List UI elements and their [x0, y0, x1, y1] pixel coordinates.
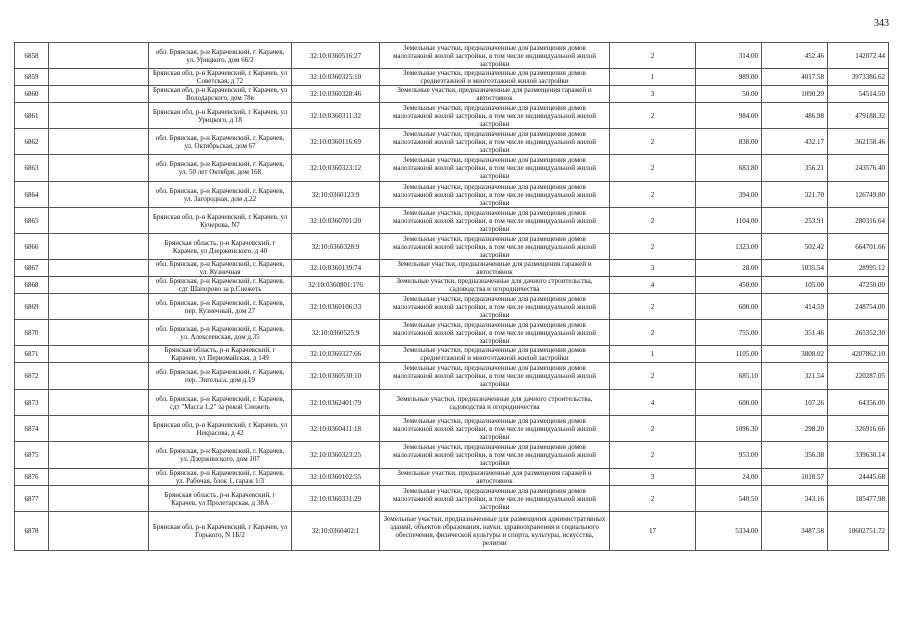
land-use-cell: Земельные участки, предназначенные для дачного строительства, садоводства и огородничества: [380, 277, 610, 294]
address-cell: обл. Брянская, р-н Карачевский, г. Карачев, сдт Шапорово за р.Снежеть: [149, 277, 292, 294]
area-cell: 755.00: [696, 320, 762, 346]
cadastral-number-cell: 32:10:0360106:33: [292, 294, 380, 320]
value-cell: 265352.30: [828, 320, 889, 346]
value-cell: 3973386.62: [828, 69, 889, 86]
group-cell: 2: [610, 486, 696, 512]
value-cell: 185477.98: [828, 486, 889, 512]
area-cell: 1323.00: [696, 234, 762, 260]
address-cell: обл. Брянская, р-н Карачевский, г. Карачев, ул. Рабочая, блок 1, гараж 1/3: [149, 469, 292, 486]
table-row: [15, 277, 889, 294]
land-use-cell: Земельные участки, предназначенные для размещения домов малоэтажной жилой застройки, в том числе индивидуальной жилой застройки: [380, 320, 610, 346]
blank-cell: [49, 512, 149, 551]
land-use-cell: Земельные участки, предназначенные для размещения домов малоэтажной жилой застройки, в том числе индивидуальной жилой застройки: [380, 43, 610, 69]
row-number: 6859: [15, 69, 49, 86]
value-cell: 28995.12: [828, 260, 889, 277]
blank-cell: [49, 69, 149, 86]
land-use-cell: Земельные участки, предназначенные для дачного строительства, садоводства и огородничества: [380, 390, 610, 416]
row-number: 6862: [15, 129, 49, 155]
cadastral-number-cell: 32:10:0360801:176: [292, 277, 380, 294]
blank-cell: [49, 103, 149, 129]
row-number: 6864: [15, 182, 49, 208]
address-cell: Брянская обл, р-н Карачевский, г Карачев, ул Некрасова, д 42: [149, 416, 292, 442]
land-use-cell: Земельные участки, предназначенные для размещения домов малоэтажной жилой застройки, в том числе индивидуальной жилой застройки: [380, 363, 610, 390]
address-cell: обл. Брянская, р-н Карачевский, г. Карачев, пер. Кузнечный, дом 27: [149, 294, 292, 320]
rate-cell: 1090.29: [762, 86, 828, 103]
blank-cell: [49, 346, 149, 363]
cadastral-number-cell: 32:10:0360516:27: [292, 43, 380, 69]
rate-cell: 321.70: [762, 182, 828, 208]
value-cell: 243576.40: [828, 155, 889, 182]
area-cell: 1104.00: [696, 208, 762, 234]
cadastral-number-cell: 32:10:0360323:12: [292, 155, 380, 182]
group-cell: 2: [610, 442, 696, 469]
land-use-cell: Земельные участки, предназначенные для размещения административных зданий, объектов образования, науки, здравоохранения и социального обеспечения, физической культуры и спорта, культуры, искусства, религии: [380, 512, 610, 551]
area-cell: 5334.00: [696, 512, 762, 551]
area-cell: 953.00: [696, 442, 762, 469]
value-cell: 47250.00: [828, 277, 889, 294]
address-cell: обл. Брянская, р-н Карачевский, г. Карачев, ул. Загородная, дом д.22: [149, 182, 292, 208]
cadastral-number-cell: 32:10:0360328:9: [292, 234, 380, 260]
land-use-cell: Земельные участки, предназначенные для размещения домов среднеэтажной и многоэтажной жилой застройки: [380, 69, 610, 86]
area-cell: 24.00: [696, 469, 762, 486]
rate-cell: 1018.57: [762, 469, 828, 486]
group-cell: 2: [610, 363, 696, 390]
blank-cell: [49, 416, 149, 442]
cadastral-number-cell: 32:10:0360327:66: [292, 346, 380, 363]
value-cell: 4207862.10: [828, 346, 889, 363]
blank-cell: [49, 182, 149, 208]
value-cell: 24445.68: [828, 469, 889, 486]
value-cell: 142072.44: [828, 43, 889, 69]
table-row: [15, 294, 889, 320]
rate-cell: 298.20: [762, 416, 828, 442]
rate-cell: 414.59: [762, 294, 828, 320]
area-cell: 1105.00: [696, 346, 762, 363]
group-cell: 1: [610, 69, 696, 86]
table-row: [15, 416, 889, 442]
rate-cell: 3808.02: [762, 346, 828, 363]
group-cell: 3: [610, 469, 696, 486]
rate-cell: 1035.54: [762, 260, 828, 277]
table-row: [15, 512, 889, 551]
group-cell: 3: [610, 260, 696, 277]
cadastral-number-cell: 32:10:0360325:10: [292, 69, 380, 86]
value-cell: 339630.14: [828, 442, 889, 469]
group-cell: 2: [610, 155, 696, 182]
rate-cell: 452.46: [762, 43, 828, 69]
cadastral-number-cell: 32:10:0360311:32: [292, 103, 380, 129]
blank-cell: [49, 86, 149, 103]
table-row: [15, 469, 889, 486]
group-cell: 2: [610, 416, 696, 442]
area-cell: 50.00: [696, 86, 762, 103]
area-cell: 683.80: [696, 155, 762, 182]
table-row: [15, 390, 889, 416]
address-cell: обл. Брянская, р-н Карачевский, г. Карачев, ул. Урицкого, дом 66/2: [149, 43, 292, 69]
table-body: [15, 43, 889, 551]
land-use-cell: Земельные участки, предназначенные для размещения домов малоэтажной жилой застройки, в том числе индивидуальной жилой застройки: [380, 155, 610, 182]
area-cell: 838.00: [696, 129, 762, 155]
blank-cell: [49, 390, 149, 416]
row-number: 6865: [15, 208, 49, 234]
row-number: 6874: [15, 416, 49, 442]
cadastral-number-cell: 32:10:0360530:10: [292, 363, 380, 390]
group-cell: 17: [610, 512, 696, 551]
address-cell: обл. Брянская, р-н Карачевский, г. Карачев, ул. Октябрьская, дом 67: [149, 129, 292, 155]
row-number: 6860: [15, 86, 49, 103]
rate-cell: 356.21: [762, 155, 828, 182]
land-use-cell: Земельные участки, предназначенные для размещения домов малоэтажной жилой застройки, в том числе индивидуальной жилой застройки: [380, 486, 610, 512]
area-cell: 314.00: [696, 43, 762, 69]
table-row: [15, 69, 889, 86]
row-number: 6868: [15, 277, 49, 294]
row-number: 6875: [15, 442, 49, 469]
blank-cell: [49, 294, 149, 320]
cadastral-number-cell: 32:10:0360328:46: [292, 86, 380, 103]
row-number: 6873: [15, 390, 49, 416]
land-use-cell: Земельные участки, предназначенные для размещения домов малоэтажной жилой застройки, в том числе индивидуальной жилой застройки: [380, 294, 610, 320]
address-cell: обл. Брянская, р-н Карачевский, г. Карачев, ул. Алексеевская, дом д.35: [149, 320, 292, 346]
address-cell: Брянская обл, р-н Карачевский, г Карачев, ул Володарского, дом 78в: [149, 86, 292, 103]
blank-cell: [49, 277, 149, 294]
land-use-cell: Земельные участки, предназначенные для размещения домов малоэтажной жилой застройки, в том числе индивидуальной жилой застройки: [380, 129, 610, 155]
address-cell: обл. Брянская, р-н Карачевский, г. Карачев, ул. Кузнечная: [149, 260, 292, 277]
rate-cell: 3487.58: [762, 512, 828, 551]
blank-cell: [49, 129, 149, 155]
table-row: [15, 486, 889, 512]
row-number: 6876: [15, 469, 49, 486]
cadastral-number-cell: 32:10:0360123:9: [292, 182, 380, 208]
blank-cell: [49, 486, 149, 512]
group-cell: 2: [610, 234, 696, 260]
blank-cell: [49, 363, 149, 390]
row-number: 6871: [15, 346, 49, 363]
table-row: [15, 234, 889, 260]
cadastral-number-cell: 32:10:0360331:29: [292, 486, 380, 512]
address-cell: обл. Брянская, р-н Карачевский, г. Карачев, ул. Дзержинского, дом 107: [149, 442, 292, 469]
address-cell: Брянская обл, р-н Карачевский, г Карачев, ул Советская, д 72: [149, 69, 292, 86]
blank-cell: [49, 320, 149, 346]
table-row: [15, 442, 889, 469]
cadastral-number-cell: 32:10:0360402:1: [292, 512, 380, 551]
rate-cell: 253.91: [762, 208, 828, 234]
group-cell: 2: [610, 43, 696, 69]
blank-cell: [49, 208, 149, 234]
cadastral-number-cell: 32:10:0360411:18: [292, 416, 380, 442]
land-use-cell: Земельные участки, предназначенные для размещения домов малоэтажной жилой застройки, в том числе индивидуальной жилой застройки: [380, 442, 610, 469]
cadastral-number-cell: 32:10:0360525:9: [292, 320, 380, 346]
value-cell: 64356.00: [828, 390, 889, 416]
area-cell: 450.00: [696, 277, 762, 294]
value-cell: 362158.46: [828, 129, 889, 155]
area-cell: 1096.30: [696, 416, 762, 442]
land-use-cell: Земельные участки, предназначенные для размещения гаражей и автостоянок: [380, 469, 610, 486]
group-cell: 2: [610, 182, 696, 208]
area-cell: 540.50: [696, 486, 762, 512]
land-use-cell: Земельные участки, предназначенные для размещения домов малоэтажной жилой застройки, в том числе индивидуальной жилой застройки: [380, 416, 610, 442]
address-cell: Брянская обл, р-н Карачевский, г Карачев, ул Горького, N 1Б/2: [149, 512, 292, 551]
blank-cell: [49, 234, 149, 260]
rate-cell: 502.42: [762, 234, 828, 260]
cadastral-number-cell: 32:10:0360323:25: [292, 442, 380, 469]
area-cell: 28.00: [696, 260, 762, 277]
address-cell: Брянская обл, р-н Карачевский, г Карачев, ул Кучерова, N7: [149, 208, 292, 234]
blank-cell: [49, 469, 149, 486]
group-cell: 3: [610, 86, 696, 103]
address-cell: обл. Брянская, р-н Карачевский, г. Карачев, сдт "Масса 1,2" за рекой Снежеть: [149, 390, 292, 416]
land-registry-table: [14, 42, 889, 551]
address-cell: обл. Брянская, р-н Карачевский, г. Карачев, пер. Энгельса, дом д.19: [149, 363, 292, 390]
land-use-cell: Земельные участки, предназначенные для размещения домов малоэтажной жилой застройки, в том числе индивидуальной жилой застройки: [380, 182, 610, 208]
value-cell: 280316.64: [828, 208, 889, 234]
blank-cell: [49, 260, 149, 277]
group-cell: 2: [610, 129, 696, 155]
table-row: [15, 260, 889, 277]
row-number: 6869: [15, 294, 49, 320]
group-cell: 2: [610, 320, 696, 346]
table-row: [15, 346, 889, 363]
table-row: [15, 182, 889, 208]
land-use-cell: Земельные участки, предназначенные для размещения домов малоэтажной жилой застройки, в том числе индивидуальной жилой застройки: [380, 103, 610, 129]
land-use-cell: Земельные участки, предназначенные для размещения домов малоэтажной жилой застройки, в том числе индивидуальной жилой застройки: [380, 234, 610, 260]
land-use-cell: Земельные участки, предназначенные для размещения домов среднеэтажной и многоэтажной жилой застройки: [380, 346, 610, 363]
cadastral-number-cell: 32:10:0360102:55: [292, 469, 380, 486]
table-row: [15, 363, 889, 390]
address-cell: Брянская обл, р-н Карачевский, г Карачев, ул Урицкого, д 18: [149, 103, 292, 129]
row-number: 6870: [15, 320, 49, 346]
rate-cell: 4017.58: [762, 69, 828, 86]
row-number: 6866: [15, 234, 49, 260]
address-cell: Брянская область, р-н Карачевский, г Карачев, ул Первомайская, д 149: [149, 346, 292, 363]
address-cell: Брянская область, р-н Карачевский, г Карачев, ул Дзержинского, д 40: [149, 234, 292, 260]
group-cell: 4: [610, 390, 696, 416]
blank-cell: [49, 43, 149, 69]
land-use-cell: Земельные участки, предназначенные для размещения гаражей и автостоянок: [380, 260, 610, 277]
cadastral-number-cell: 32:10:0362401:79: [292, 390, 380, 416]
address-cell: обл. Брянская, р-н Карачевский, г. Карачев, ул. 50 лет Октября, дом 168: [149, 155, 292, 182]
rate-cell: 343.16: [762, 486, 828, 512]
row-number: 6867: [15, 260, 49, 277]
table-row: [15, 208, 889, 234]
row-number: 6858: [15, 43, 49, 69]
value-cell: 248754.00: [828, 294, 889, 320]
row-number: 6863: [15, 155, 49, 182]
rate-cell: 105.00: [762, 277, 828, 294]
group-cell: 2: [610, 103, 696, 129]
table-row: [15, 129, 889, 155]
rate-cell: 321.54: [762, 363, 828, 390]
area-cell: 989.00: [696, 69, 762, 86]
rate-cell: 486.98: [762, 103, 828, 129]
address-cell: Брянская область, р-н Карачевский, г Карачев, ул Пролетарская, д 38А: [149, 486, 292, 512]
group-cell: 4: [610, 277, 696, 294]
group-cell: 1: [610, 346, 696, 363]
table-row: [15, 86, 889, 103]
land-use-cell: Земельные участки, предназначенные для размещения гаражей и автостоянок: [380, 86, 610, 103]
value-cell: 664701.66: [828, 234, 889, 260]
rate-cell: 351.46: [762, 320, 828, 346]
value-cell: 126749.80: [828, 182, 889, 208]
rate-cell: 107.26: [762, 390, 828, 416]
value-cell: 479188.32: [828, 103, 889, 129]
row-number: 6877: [15, 486, 49, 512]
table-row: [15, 320, 889, 346]
area-cell: 685.10: [696, 363, 762, 390]
blank-cell: [49, 155, 149, 182]
value-cell: 220287.05: [828, 363, 889, 390]
area-cell: 600.00: [696, 294, 762, 320]
cadastral-number-cell: 32:10:0360116:69: [292, 129, 380, 155]
area-cell: 984.00: [696, 103, 762, 129]
row-number: 6872: [15, 363, 49, 390]
area-cell: 394.00: [696, 182, 762, 208]
table-row: [15, 155, 889, 182]
group-cell: 2: [610, 294, 696, 320]
rate-cell: 432.17: [762, 129, 828, 155]
cadastral-number-cell: 32:10:0360701:20: [292, 208, 380, 234]
value-cell: 326916.66: [828, 416, 889, 442]
table-row: [15, 103, 889, 129]
table-row: [15, 43, 889, 69]
blank-cell: [49, 442, 149, 469]
value-cell: 54514.50: [828, 86, 889, 103]
rate-cell: 356.38: [762, 442, 828, 469]
area-cell: 600.00: [696, 390, 762, 416]
value-cell: 18602751.72: [828, 512, 889, 551]
row-number: 6861: [15, 103, 49, 129]
cadastral-number-cell: 32:10:0360139:74: [292, 260, 380, 277]
row-number: 6878: [15, 512, 49, 551]
group-cell: 2: [610, 208, 696, 234]
page-number: 343: [874, 18, 889, 29]
land-use-cell: Земельные участки, предназначенные для размещения домов малоэтажной жилой застройки, в том числе индивидуальной жилой застройки: [380, 208, 610, 234]
